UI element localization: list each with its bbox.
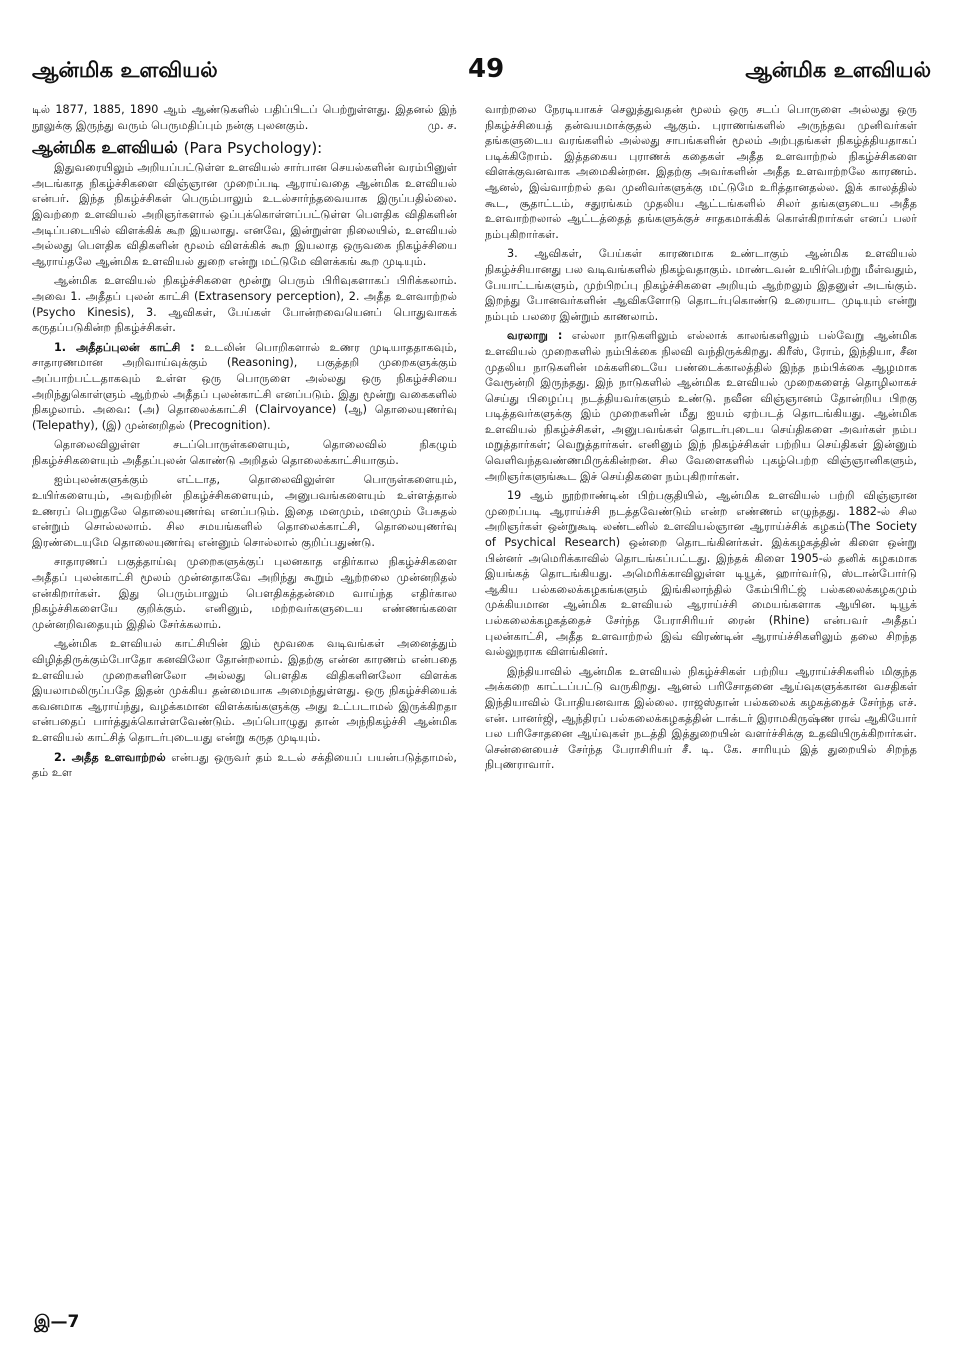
paragraph: ஐம்புலன்களுக்கும் எட்டாத, தொலைவிலுள்ள பொருள்களையும், உயிர்களையும், அவற்றின் நிகழ்ச்சிகளையும், அனுபவங்களையும் உள்ளத்தால் உணரப் பெறுதலே தொலையுணர்வு எனப்படும். இதை மனமும், மனமும் பேசுதல் என்றும் சொல்லலாம். சில சமயங்களில் தொலைக்காட்சி, தொலையுணர்வு இரண்டையுமே தொலையுணர்வு என்னும் சொல்லால் குறிப்பதுண்டு. [32,473,457,549]
section-heading-english: (Para Psychology): [183,139,323,158]
paragraph: 3. ஆவிகள், பேய்கள் காரணமாக உண்டாகும் ஆன்மிக உளவியல் நிகழ்ச்சியானது பல வடிவங்களில் நிகழ்வதாகும். மாண்டவன் உயிர்பெற்று மீள்வதும், பேயாட்டங்களும், முற்பிறப்பு நிகழ்ச்சிகளை அறியும் ஆற்றலும் இதனுள் அடங்கும். இறந்து போனவர்களின் ஆவிகளோடு தொடர்புகொண்டு உரையாட முடியும் என்று நம்பும் பலரை இன்றும் காணலாம். [485,247,917,323]
signature-mark: இ—7 [34,1312,80,1332]
paragraph [32,750,457,781]
paragraph: வாற்றலை நேரடியாகச் செலுத்துவதன் மூலம் ஒரு சடப் பொருளை அல்லது ஒரு நிகழ்ச்சியைத் தன்வயமாக்குதல் ஆகும். புராணங்களில் அருந்தவ முனிவர்கள் தங்களுடைய வரங்களில் அல்லது சாபங்களின் மூலம் அற்புதங்கள் நிகழ்த்தியதாகப் படிக்கிறோம். இத்தகைய புராணக் கதைகள் அதீத உளவாற்றல் நிகழ்ச்சிகளை விளக்குவனவாக அமைகின்றன. இதற்கு அவர்களின் அதீத உளவாற்றலே காரணம். ஆனல், இவ்வாற்றல் தவ முனிவர்களுக்கு மட்டுமே உரித்தானதல்ல. இக் காலத்தில் கூட, சூதாட்டம், சதுரங்கம் முதலிய ஆட்டங்களில் சிலர் தங்களுடைய அதீத உளவாற்றலால் ஆட்டத்தைத் தங்களுக்குச் சாதகமாக்கிக் கொள்கிறார்கள் எனப் பலர் நம்புகிறார்கள். [485,103,917,241]
section-heading-tamil: ஆன்மிக உளவியல் [32,138,178,158]
subheading: 2. அதீத உளவாற்றல் [54,750,166,764]
author-initials: மு. ச. [427,118,457,132]
paragraph: இந்தியாவில் ஆன்மிக உளவியல் நிகழ்ச்சிகள் பற்றிய ஆராய்ச்சிகளில் மிகுந்த அக்கறை காட்டப்பட்டு வருகிறது. ஆனல் பரிசோதனை ஆய்வுகளுக்கான வசதிகள் இந்தியாவில் போதியனவாக இல்லை. ராஜஸ்தான் பல்கலைக் கழகத்தைச் சேர்ந்த எச். என். பானர்ஜி, ஆந்திரப் பல்கலைக்கழகத்தின் டாக்டர் இராமகிருஷ்ண ராவ் ஆகியோர் பல பரிசோதனை ஆய்வுகள் நடத்தி இத்துறையின் வளர்ச்சிக்கு உதவியிருக்கிறார்கள். சென்னையைச் சேர்ந்த பேராசிரியர் சீ. டி. கே. சாரியும் இத் துறையில் சிறந்த நிபுணராவார். [485,664,917,772]
right-column [485,102,917,777]
paragraph: 19 ஆம் நூற்றாண்டின் பிற்பகுதியில், ஆன்மிக உளவியல் பற்றி விஞ்ஞான முறைப்படி ஆராய்ச்சி நடத்தவேண்டும் என்ற எண்ணம் எழுந்தது. 1882-ல் சில அறிஞர்கள் ஒன்றுகூடி லண்டனில் உளவியல்ஞான ஆராய்ச்சிக் கழகம்(The Society of Psychical Research) ஒன்றை தொடங்கினர்கள். இக்கழகத்தின் கிளை ஒன்று பின்னர் அமெரிக்காவில் தொடங்கப்பட்டது. இந்தக் கிளை 1905-ல் தனிக் கழகமாக இயங்கத் தொடங்கியது. அமெரிக்காவிலுள்ள டியூக், ஹார்வர்டு, ஸ்டான்போர்டு ஆகிய பல்கலைக்கழகங்களும் இங்கிலாந்தில் கேம்பிரிட்ஜ் பல்கலைக்கழகமும் முக்கியமான ஆன்மிக உளவியல் ஆராய்ச்சி மையங்களாக ஆயின. டியூக் பல்கலைக்கழகத்தைச் சேர்ந்த பேராசிரியர் ரைன் (Rhine) என்பவர் அதீதப் புலன்காட்சி, அதீத உளவாற்றல் இவ் விரண்டின் ஆராய்ச்சிகளிலும் தலை சிறந்த வல்லுநராக விளங்கினர். [485,489,917,659]
paragraph [485,328,917,484]
subheading: வரலாறு : [507,329,563,343]
section-heading [32,137,457,159]
left-column [32,102,457,785]
paragraph [32,340,457,434]
running-title-left: ஆன்மிக உளவியல் [32,58,218,82]
paragraph-text: என்பது ஒருவர் தம் உடல் சக்தியைப் பயன்படுத்தாமல், தம் உள [32,750,457,780]
running-title-right: ஆன்மிக உளவியல் [745,58,931,82]
paragraph: ஆன்மிக உளவியல் நிகழ்ச்சிகளை மூன்று பெரும் பிரிவுகளாகப் பிரிக்கலாம். அவை 1. அதீதப் புலன் காட்சி (Extrasensory perception), 2. அதீத உளவாற்றல் (Psycho Kinesis), 3. ஆவிகள், பேய்கள் போன்றவையெனப் பொதுவாகக் கருதப்படுகின்ற நிகழ்ச்சிகள். [32,274,457,335]
page-number: 49 [468,54,505,84]
paragraph: ஆன்மிக உளவியல் காட்சியின் இம் மூவகை வடிவங்கள் அனைத்தும் விழித்திருக்கும்போதோ கனவிலோ தோன்றலாம். இதற்கு என்ன காரணம் என்பதை உளவியல் முறைகளினலோ அல்லது பௌதிக விதிகளினலோ விளக்க இயலாமலிருப்பதே இதன் முக்கிய தன்மையாக அமைந்துள்ளது. ஒரு நிகழ்ச்சியைக் கவனமாக ஆராய்ந்து, வழக்கமான விளக்கங்களுக்கு அது உட்படாமல் இருக்கிறதா என்பதைப் பார்த்துக்கொள்ளவேண்டும். அப்பொழுது தான் அந்நிகழ்ச்சி ஆன்மிக உளவியல் காட்சித் தொடர்புடையது என்று கருத முடியும். [32,637,457,744]
paragraph [32,102,457,133]
paragraph-text: உடலின் பொறிகளால் உணர முடியாததாகவும், சாதாரணமான அறிவாய்வுக்கும் (Reasoning), பகுத்தறி முறைகளுக்கும் அப்பாற்பட்டதாகவும் உள்ள ஒரு பொருளை அல்லது ஒரு நிகழ்ச்சியை அறிந்துகொள்ளும் ஆற்றல் அதீதப் புலன்காட்சி எனப்படும். இது மூன்று வகைகளில் நிகழலாம். அவை: (அ) தொலைக்காட்சி (Clairvoyance) (ஆ) தொலையுணர்வு (Telepathy), (இ) முன்னறிதல் (Precognition). [32,340,458,432]
paragraph: இதுவரையிலும் அறியப்பட்டுள்ள உளவியல் சார்பான செயல்களின் வரம்பினுள் அடங்காத நிகழ்ச்சிகளை விஞ்ஞான முறைப்படி ஆராய்வதை ஆன்மிக உளவியல் என்பர். இந்த நிகழ்ச்சிகள் பெரும்பாலும் உடல்சார்ந்தவையாக இருப்பதில்லை. இவற்றை உளவியல் அறிஞர்களால் ஒப்புக்கொள்ளப்பட்டுள்ள பௌதிக விதிகளின் அடிப்படையில் விளக்கிக் கூற இயலாது. எனவே, இன்றுள்ள நிலையில், உளவியல் அல்லது பௌதிக விதிகளின் மூலம் விளக்கிக் கூற இயலாத ஒருவகை நிகழ்ச்சியை ஆராய்தலே ஆன்மிக உளவியல் துறை என்று மட்டுமே விளக்கங் கூற முடியும். [32,161,457,268]
subheading: 1. அதீதப்புலன் காட்சி : [54,340,195,354]
paragraph: சாதாரணப் பகுத்தாய்வு முறைகளுக்குப் புலனகாத எதிர்கால நிகழ்ச்சிகளை அதீதப் புலன்காட்சி மூலம் முன்னதாகவே அறிந்து கூறும் ஆற்றலை முன்னறிதல் என்கிறார்கள். இது பெரும்பாலும் பௌதிகத்தன்மை வாய்ந்த எதிர்கால நிகழ்ச்சிகளையே குறிக்கும். எனினும், மற்றவர்களுடைய எண்ணங்களை முன்னறிவதையும் இதில் சேர்க்கலாம். [32,555,457,631]
paragraph: தொலைவிலுள்ள சடப்பொருள்களையும், தொலைவில் நிகழும் நிகழ்ச்சிகளையும் அதீதப்புலன் கொண்டு அறிதல் தொலைக்காட்சியாகும். [32,438,457,467]
page-header [20,54,947,92]
paragraph-text: எல்லா நாடுகளிலும் எல்லாக் காலங்களிலும் பல்வேறு ஆன்மிக உளவியல் முறைகளில் நம்பிக்கை நிலவி வந்திருக்கிறது. கிரீஸ், ரோம், இந்தியா, சீன முதலிய நாடுகளின் மக்களிடையே பண்டைக்காலத்தில் இந்த நம்பிக்கை ஆழமாக வேரூன்றி இருந்தது. இந் நாடுகளில் ஆன்மிக உளவியல் முறைகளைத் தொழிலாகச் செய்து பிழைப்பு நடத்தியவர்களும் உண்டு. நவீன விஞ்ஞானம் தோன்றிய பிறகு படித்தவர்களுக்கு இம் முறைகளின் மீது ஐயம் ஏற்படத் தொடங்கியது. ஆன்மிக உளவியல் நிகழ்ச்சிகள், அனுபவங்கள் தொடர்புடைய செய்திகளை அவர்கள் நம்ப மறுத்தார்கள்; வெறுத்தார்கள். எனினும் இந் நிகழ்ச்சிகள் பற்றிய செய்திகள் இன்னும் வெளிவந்தவண்ணமிருக்கின்றன. சில வேளைகளில் புகழ்பெற்ற விஞ்ஞானிகளும், அறிஞர்களுங்கூட இச் செய்திகளை நம்புகிறார்கள். [485,329,917,483]
paragraph-text: டில் 1877, 1885, 1890 ஆம் ஆண்டுகளில் பதிப்பிடப் பெற்றுள்ளது. இதனல் இந் நூலுக்கு இருந்து வரும் பெருமதிப்பும் நன்கு புலனகும். [32,103,457,132]
